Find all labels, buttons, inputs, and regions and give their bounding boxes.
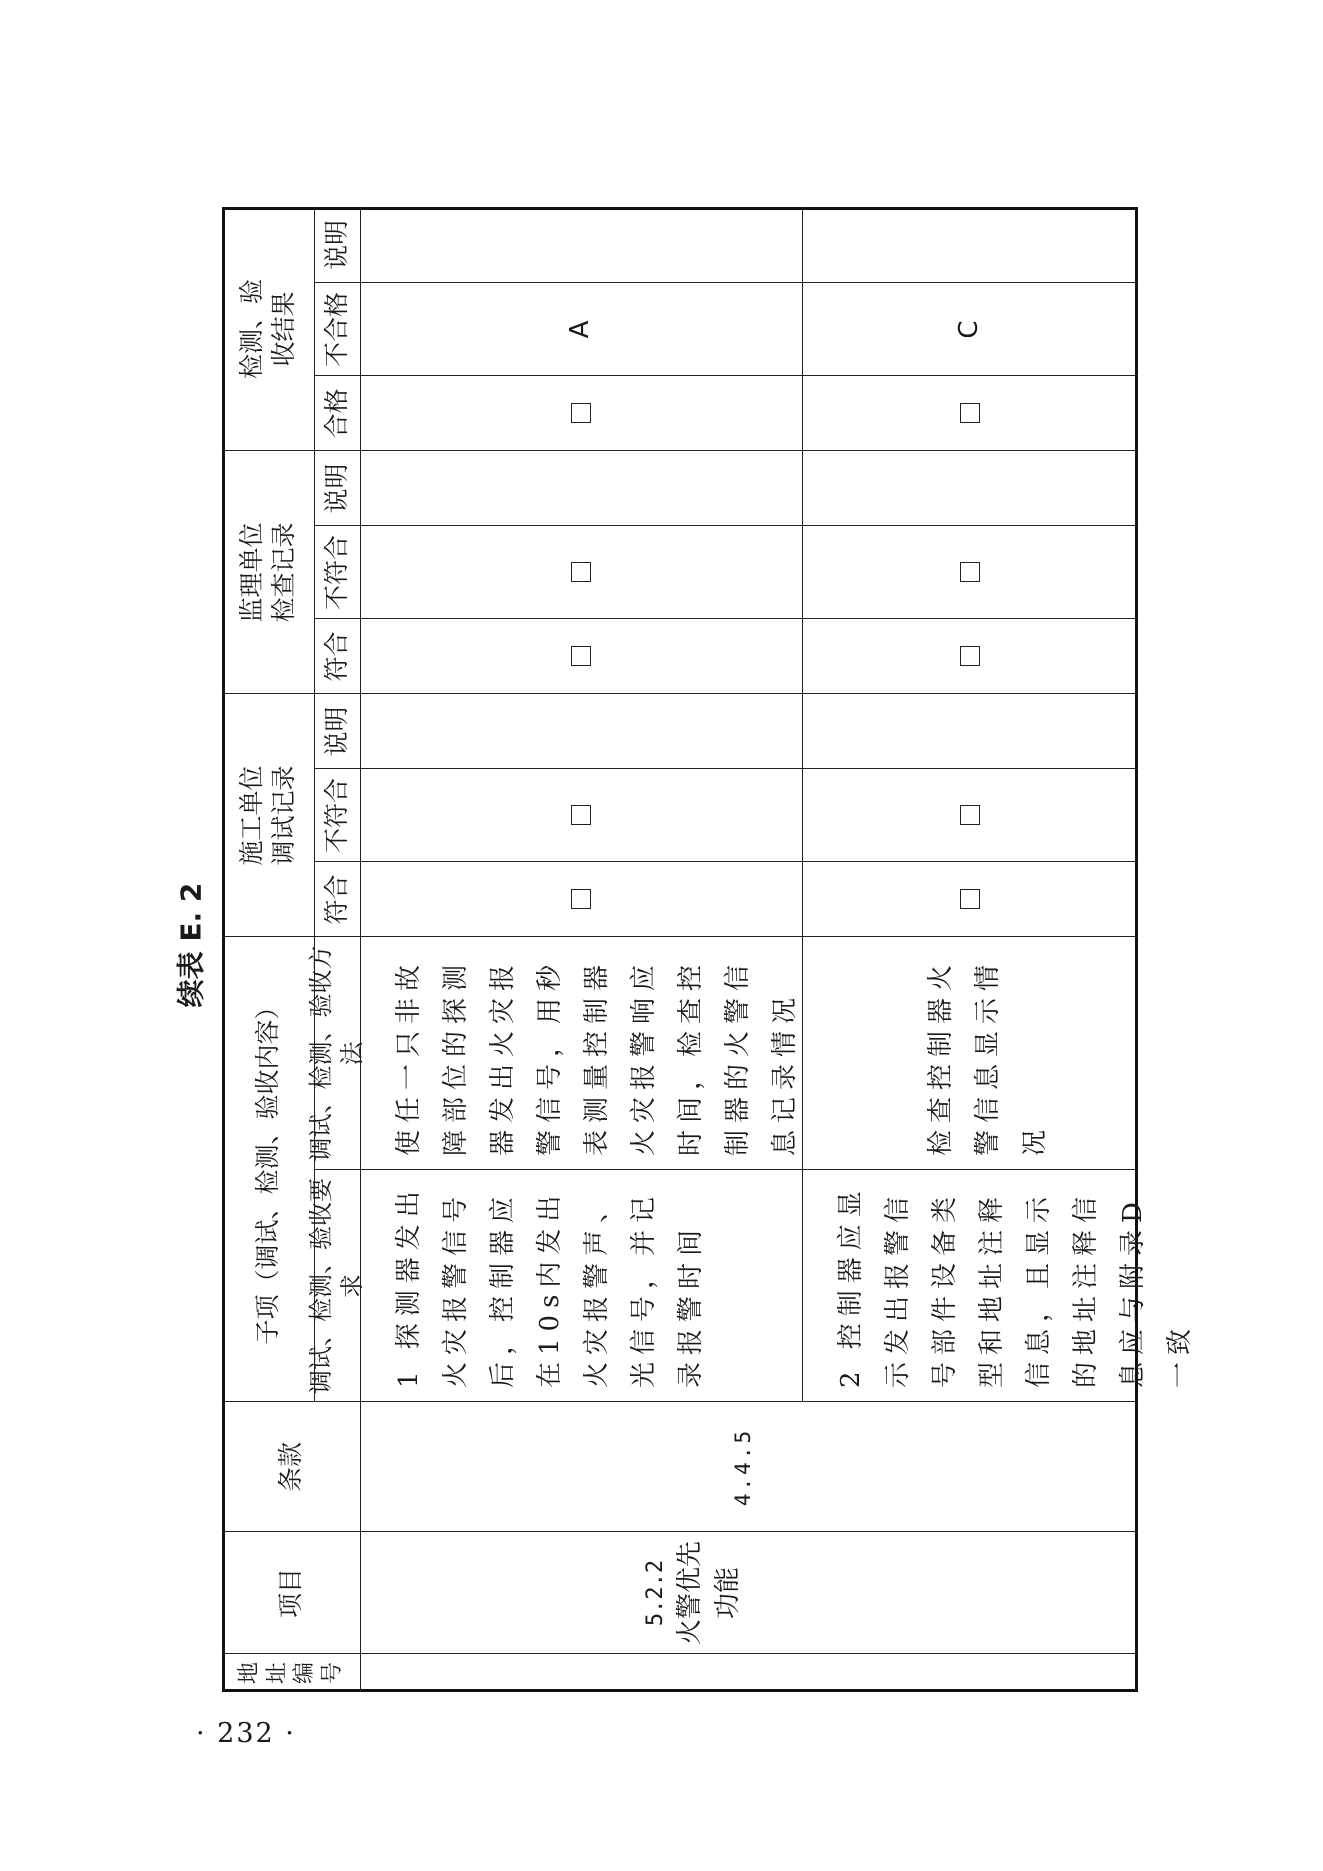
checkbox-icon[interactable] [960, 647, 980, 667]
caption-text: 续表 E. 2 [174, 882, 207, 1008]
row1-unqualified [360, 283, 802, 376]
checkbox-icon[interactable] [571, 806, 591, 826]
requirement-text: 1 探测器发出火灾报警信号后，控制器应在10s内发出火灾报警声、光信号，并记录报警时间 [394, 1184, 706, 1388]
clause-number: 4.4.5 [731, 1427, 755, 1507]
row1-construction-nonconform[interactable] [360, 769, 802, 862]
header-remark: 说明 [321, 220, 351, 271]
header-nonconform: 不符合 [321, 535, 351, 611]
header-conform: 符合 [321, 874, 351, 925]
checkbox-icon[interactable] [960, 563, 980, 583]
checkbox-icon[interactable] [571, 647, 591, 667]
row1-supervision-conform[interactable] [360, 619, 802, 694]
row2-construction-nonconform[interactable] [802, 769, 1138, 862]
row1-qualified[interactable] [360, 376, 802, 451]
header-address-no: 地址编号 [237, 1662, 345, 1685]
row2-supervision-conform[interactable] [802, 619, 1138, 694]
item-cell [360, 1532, 1138, 1654]
row1-method [360, 937, 802, 1170]
header-construction-group: 施工单位调试记录 [236, 765, 298, 866]
checkbox-icon[interactable] [571, 404, 591, 424]
row2-supervision-nonconform[interactable] [802, 526, 1138, 619]
row2-construction-conform[interactable] [802, 862, 1138, 937]
row1-requirement [360, 1170, 802, 1402]
row2-method [802, 937, 1138, 1170]
header-requirement: 调试、检测、验收要求 [306, 1178, 366, 1394]
header-method: 调试、检测、验收方法 [306, 945, 366, 1162]
row2-qualified[interactable] [802, 376, 1138, 451]
header-unqualified: 不合格 [321, 292, 351, 368]
method-text: 使任一只非故障部位的探测器发出火灾报警信号，用秒表测量控制器火灾报警响应时间，检查控制器的火警信息记录情况 [394, 957, 800, 1156]
checkbox-icon[interactable] [960, 890, 980, 910]
clause-cell [360, 1402, 1138, 1532]
item-number: 5.2.2 [643, 1559, 668, 1627]
item-name: 火警优先功能 [674, 1541, 743, 1646]
result-mark: A [565, 320, 596, 339]
row2-unqualified [802, 283, 1138, 376]
row2-requirement [802, 1170, 1195, 1402]
page-number: · 232 · [196, 1718, 296, 1749]
header-clause: 条款 [275, 1442, 305, 1493]
checkbox-icon[interactable] [960, 404, 980, 424]
checkbox-icon[interactable] [571, 563, 591, 583]
checkbox-icon[interactable] [960, 806, 980, 826]
table-caption [159, 870, 219, 1020]
inspection-table [222, 207, 1195, 1692]
requirement-text: 2 控制器应显示发出报警信号部件设备类型和地址注释信息，且显示的地址注释信息应与附录D一致 [836, 1184, 1195, 1388]
row1-supervision-nonconform[interactable] [360, 526, 802, 619]
header-item: 项目 [275, 1568, 305, 1619]
header-supervision-group: 监理单位检查记录 [236, 522, 298, 623]
header-remark: 说明 [321, 463, 351, 514]
method-text: 检查控制器火警信息显示情况 [926, 957, 1050, 1156]
header-subitem-group: 子项（调试、检测、验收内容） [252, 994, 282, 1345]
header-remark: 说明 [321, 706, 351, 757]
header-nonconform: 不符合 [321, 778, 351, 854]
header-conform: 符合 [321, 631, 351, 682]
checkbox-icon[interactable] [571, 890, 591, 910]
row1-construction-conform[interactable] [360, 862, 802, 937]
result-mark: C [954, 320, 985, 339]
header-qualified: 合格 [321, 388, 351, 439]
header-inspection-group: 检测、验收结果 [236, 279, 298, 380]
